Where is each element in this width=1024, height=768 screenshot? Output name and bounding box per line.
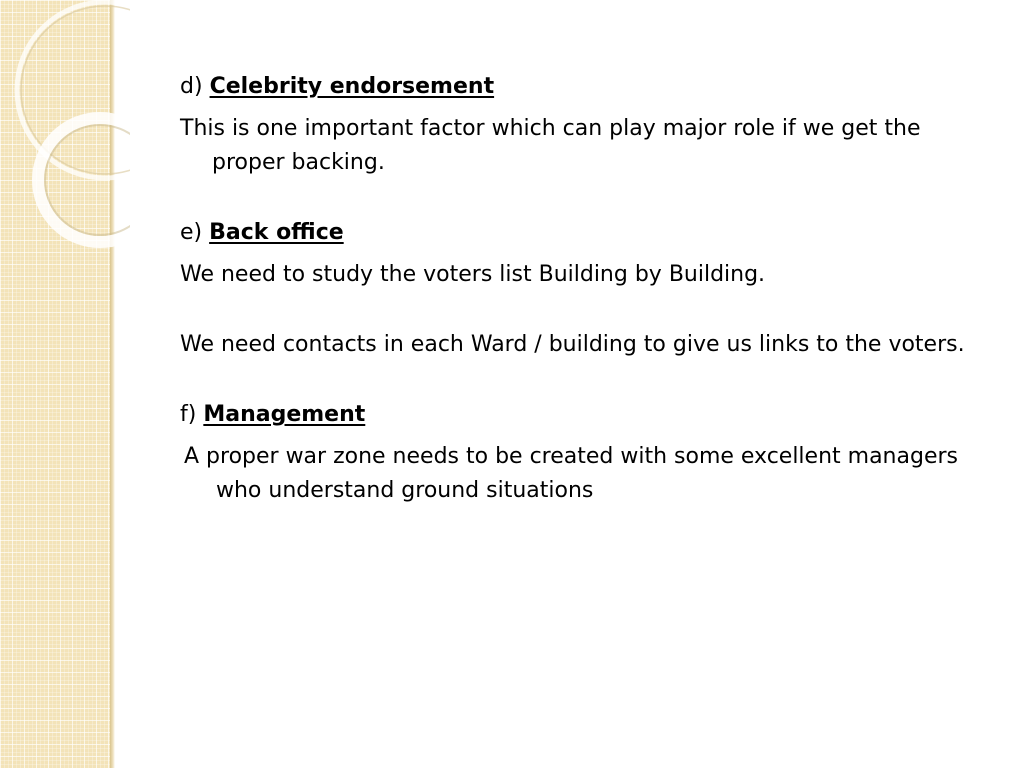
paragraph: We need contacts in each Ward / building to give us links to the voters. bbox=[180, 332, 965, 357]
section-prefix: f) bbox=[180, 402, 197, 427]
slide-content bbox=[180, 70, 980, 508]
decorative-rings bbox=[0, 0, 130, 260]
section-title: Management bbox=[203, 402, 366, 427]
section-prefix: e) bbox=[180, 220, 203, 245]
section-prefix: d) bbox=[180, 74, 203, 99]
section-title: Celebrity endorsement bbox=[209, 74, 495, 99]
section-title: Back office bbox=[209, 220, 344, 245]
section-heading-back-office bbox=[180, 216, 980, 250]
paragraph: This is one important factor which can play major role if we get the proper backing. bbox=[180, 116, 921, 175]
paragraph: We need to study the voters list Building by Building. bbox=[180, 262, 766, 287]
section-heading-celebrity-endorsement bbox=[180, 70, 980, 104]
paragraph: A proper war zone needs to be created with some excellent managers who understand ground situations bbox=[184, 444, 958, 503]
section-heading-management bbox=[180, 398, 980, 432]
